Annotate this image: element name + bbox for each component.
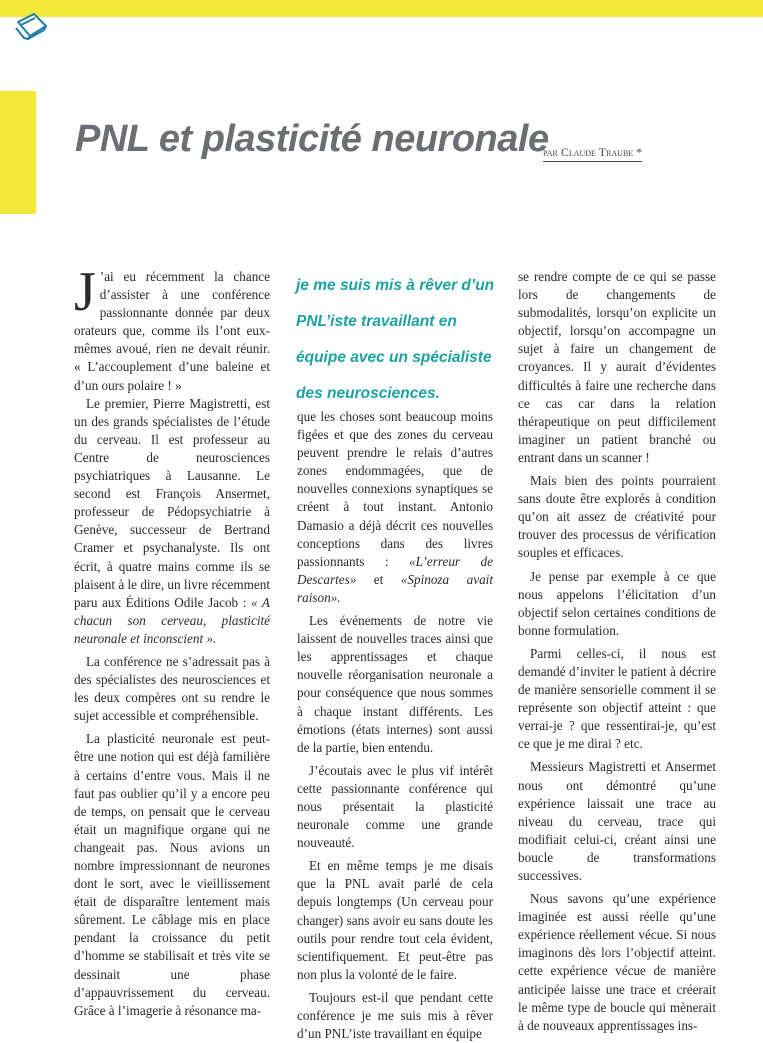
book-title: « A chacun son cerveau, plasticité neuronale et inconscient ». xyxy=(74,594,270,646)
byline-text: par Claude Traube * xyxy=(543,145,643,159)
book-title: «Spinoza avait raison». xyxy=(297,571,493,605)
paragraph: se rendre compte de ce qui se passe lors de changements de submodalités, lorsqu’on explicite un objectif, lorsqu’on accompagne un sujet à faire un changement de croyances. Il y aurait d’évidentes difficultés à faire une recherche dans ce cas car dans la relation thérapeutique on peut difficilement imaginer un patient branché ou entrant dans un scanner ! xyxy=(518,269,716,465)
paragraph: La plasticité neuronale est peut-être une notion qui est déjà familière à certains d’entre vous. Mais il ne faut pas oublier qu’il y a encore peu de temps, on pensait que le cerveau était un magnifique organe qui ne changeait pas. Nous avions un nombre impressionnant de neurones dont le sort, avec le vieillissement était de disparaître lentement mais sûrement. Le câblage mis en place pendant la croissance du petit d’homme se stabilisait et très vite se dessinait une phase d’appauvrissement du cerveau. Grâce à l’imagerie à résonance ma- xyxy=(74,731,270,1018)
notebook-pen-icon xyxy=(14,10,50,42)
conjunction: et xyxy=(356,571,401,587)
article-title: PNL et plasticité neuronale xyxy=(75,118,549,160)
paragraph: Mais bien des points pourraient sans doute être explorés à condition qu’on ait assez de créativité pour trouver des processus de vérification souples et efficaces. xyxy=(518,473,716,561)
side-accent-block xyxy=(0,91,36,214)
paragraph: J’écoutais avec le plus vif intérêt cette passionnante conférence qui nous présentait la plasticité neuronale comme une grande nouveauté. xyxy=(297,762,493,851)
drop-cap: J xyxy=(74,261,96,323)
paragraph: Messieurs Magistretti et Ansermet nous ont démontré qu’une expérience laissait une trace au niveau du cerveau, trace qui modifiait celui-ci, créant ainsi une boucle de transformations successives. xyxy=(518,759,716,883)
paragraph: Nous savons qu’une expérience imaginée est aussi réelle qu’une expérience réellement vécue. Si nous imaginons dès lors l’objectif atteint. cette expérience vécue de manière anticipée laisse une trace et créerait le même type de boucle qui mènerait à de nouveaux apprentissages ins- xyxy=(518,891,716,1033)
paragraph-text: que les choses sont beaucoup moins figées et que des zones du cerveau peuvent prendre le relais d’autres zones endommagées, que de nouvelles connexions synaptiques se créent à tout instant. Antonio Damasio a déjà décrit ces nouvelles conceptions dans des livres passionnants : xyxy=(297,409,493,569)
paragraph: Parmi celles-ci, il nous est demandé d’inviter le patient à décrire de manière sensorielle comment il se représente son objectif atteint : que verrai-je ? que ressentirai-je, qu’est ce que je me dirai ? etc. xyxy=(518,645,716,752)
pull-quote: je me suis mis à rêver d’un PNL’iste travaillant en équipe avec un spécialiste des neurosciences. xyxy=(296,277,495,402)
paragraph-text: Le premier, Pierre Magistretti, est un des grands spécialistes de l’étude du cerveau. Il est professeur au Centre de neurosciences psychiatriques à Lausanne. Le second est François Ansermet, professeur de Pédopsychiatrie à Genève, successeur de Bertrand Cramer et psychanalyste. Ils ont écrit, à quatre mains comme ils se plaisent à le dire, un livre récemment paru aux Éditions Odile Jacob : xyxy=(74,395,270,610)
paragraph: La conférence ne s’adressait pas à des spécialistes des neurosciences et les deux compères ont su rendre le sujet accessible et compréhensible. xyxy=(74,653,270,724)
paragraph: Et en même temps je me disais que la PNL avait parlé de cela depuis longtemps (Un cerveau pour changer) sans avoir eu sans doute les outils pour rendre tout cela évident, scientifiquement. Et peut-être pas non plus la volonté de le faire. xyxy=(297,858,493,982)
column-1 xyxy=(74,261,270,1020)
paragraph xyxy=(74,395,270,648)
paragraph: Je pense par exemple à ce que nous appelons l’élicitation d’un objectif selon certaines conditions de bonne formulation. xyxy=(518,568,716,638)
paragraph-text: ’ai eu récemment la chance d’assister à une conférence passionnante donnée par deux orateurs que, comme ils l’ont eux-mêmes avoué, rien ne devait réunir. « L’accouplement d’une baleine et d’un ours polaire ! » xyxy=(74,269,270,393)
author-byline xyxy=(543,145,642,162)
top-accent-bar xyxy=(0,0,763,17)
book-title: «L’erreur de Descartes» xyxy=(297,553,493,587)
paragraph: Toujours est-il que pendant cette conférence je me suis mis à rêver d’un PNL’iste travaillant en équipe xyxy=(297,989,493,1042)
paragraph: Les événements de notre vie laissent de nouvelles traces ainsi que les apprentissages et chaque nouvelle réorganisation neuronale a pour conséquence que nous sommes à chaque instant différents. Les émotions (états internes) sont aussi de la partie, bien entendu. xyxy=(297,613,493,755)
column-2 xyxy=(297,408,493,1043)
paragraph xyxy=(74,261,270,395)
paragraph xyxy=(297,408,493,607)
column-3 xyxy=(518,268,716,1035)
